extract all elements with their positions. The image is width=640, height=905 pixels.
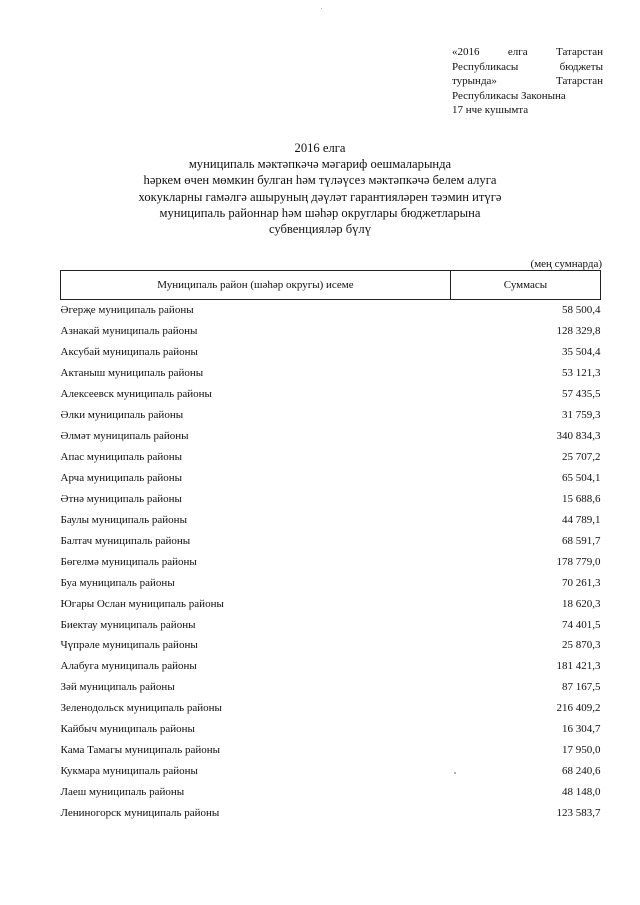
- document-title: [0, 140, 640, 237]
- district-sum: 57 435,5: [562, 388, 601, 401]
- district-sum: 15 688,6: [562, 492, 601, 505]
- table-row: [61, 761, 601, 782]
- district-sum: 340 834,3: [556, 430, 601, 443]
- district-name: Баулы муниципаль районы: [60, 513, 187, 526]
- table-row: [61, 405, 601, 426]
- title-line: һәркем өчен мөмкин булган һәм түләүсез мәктәпкәчә белем алуга: [143, 173, 497, 188]
- table-body: [61, 300, 601, 824]
- table-row: [61, 614, 601, 635]
- table-row: [61, 384, 601, 405]
- district-sum: 87 167,5: [562, 681, 601, 694]
- district-sum: 216 409,2: [556, 702, 601, 715]
- table-row: [61, 656, 601, 677]
- district-sum: 53 121,3: [562, 367, 601, 380]
- district-name: Кайбыч муниципаль районы: [60, 723, 195, 736]
- table-row: [61, 488, 601, 509]
- column-header-sum: Суммасы: [450, 271, 600, 300]
- table-row: [61, 509, 601, 530]
- district-name: Лениногорск муниципаль районы: [60, 806, 220, 819]
- annex-word: бюджеты: [559, 60, 603, 73]
- annex-note: [452, 45, 603, 118]
- table-row: [61, 635, 601, 656]
- district-sum: 25 707,2: [562, 451, 601, 464]
- title-line: муниципаль мәктәпкәчә мәгариф оешмаларында: [188, 157, 452, 172]
- district-name: Әтнә муниципаль районы: [60, 492, 182, 505]
- scan-speck: [321, 8, 322, 9]
- annex-line-1: [452, 45, 603, 60]
- district-sum: 181 421,3: [556, 660, 601, 673]
- district-name: Буа муниципаль районы: [60, 576, 175, 589]
- annex-word: Татарстан: [556, 46, 603, 58]
- district-sum: 58 500,4: [562, 304, 601, 317]
- district-sum: 16 304,7: [562, 723, 601, 736]
- district-name: Кама Тамагы муниципаль районы: [60, 744, 221, 757]
- table-row: [61, 593, 601, 614]
- district-sum: 68 240,6: [562, 765, 601, 778]
- district-name: Лаеш муниципаль районы: [60, 786, 185, 799]
- district-name: Кукмара муниципаль районы: [60, 765, 198, 778]
- district-name: Әлки муниципаль районы: [60, 409, 184, 422]
- district-sum: 25 870,3: [562, 639, 601, 652]
- table-row: [61, 719, 601, 740]
- district-sum: 128 329,8: [556, 325, 601, 338]
- table-header-row: [61, 271, 601, 300]
- annex-line-3: [452, 74, 603, 89]
- subvention-table: [60, 270, 601, 823]
- district-name: Югары Ослан муниципаль районы: [60, 597, 224, 610]
- district-sum: 31 759,3: [562, 409, 601, 422]
- table-row: [61, 363, 601, 384]
- title-line: субвенцияләр бүлү: [268, 222, 372, 237]
- table-row: [61, 740, 601, 761]
- annex-line-5: 17 нче кушымта: [452, 104, 529, 116]
- district-sum: 74 401,5: [562, 618, 601, 631]
- district-sum: 65 504,1: [562, 471, 601, 484]
- annex-word: Татарстан: [556, 75, 603, 87]
- district-name: Чүпрәле муниципаль районы: [60, 639, 198, 652]
- title-line: 2016 елга: [294, 141, 346, 155]
- table-row: [61, 698, 601, 719]
- annex-word: «2016: [452, 46, 480, 58]
- district-name: Зәй муниципаль районы: [60, 681, 175, 694]
- district-name: Апас муниципаль районы: [60, 451, 183, 464]
- annex-word: турында»: [452, 75, 497, 87]
- annex-line-4: Республикасы Законына: [452, 89, 566, 102]
- table-row: [61, 782, 601, 803]
- district-sum: 17 950,0: [562, 744, 601, 757]
- title-line: хокукларны гамәлгә ашыруның дәүләт гарантияләрен тәэмин итүгә: [138, 189, 502, 204]
- table-row: [61, 677, 601, 698]
- district-name: Бөгелмә муниципаль районы: [60, 555, 197, 568]
- table-row: [61, 551, 601, 572]
- district-sum: 178 779,0: [556, 555, 601, 568]
- district-name: Аксубай муниципаль районы: [60, 346, 198, 359]
- table-row: [61, 300, 601, 321]
- district-sum: 68 591,7: [562, 534, 601, 547]
- table-row: [61, 426, 601, 447]
- district-sum: 44 789,1: [562, 513, 601, 526]
- scan-speck: [454, 772, 456, 774]
- district-sum: 35 504,4: [562, 346, 601, 359]
- district-name: Биектау муниципаль районы: [60, 618, 196, 631]
- district-name: Әлмәт муниципаль районы: [60, 430, 189, 443]
- district-sum: 70 261,3: [562, 576, 601, 589]
- annex-word: елга: [507, 46, 528, 58]
- district-name: Актаныш муниципаль районы: [60, 367, 204, 380]
- table-row: [61, 342, 601, 363]
- title-line: муниципаль районнар һәм шәһәр округлары бюджетларына: [159, 205, 481, 220]
- annex-line-2: [452, 60, 603, 75]
- table-row: [61, 530, 601, 551]
- district-sum: 123 583,7: [556, 806, 601, 819]
- table-row: [61, 321, 601, 342]
- district-name: Азнакай муниципаль районы: [60, 325, 198, 338]
- district-name: Алабуга муниципаль районы: [60, 660, 197, 673]
- table-row: [61, 447, 601, 468]
- table-row: [61, 803, 601, 824]
- annex-word: Республикасы: [452, 60, 519, 73]
- table-row: [61, 572, 601, 593]
- district-name: Әгерҗе муниципаль районы: [60, 304, 194, 317]
- district-name: Зеленодольск муниципаль районы: [60, 702, 222, 715]
- units-note: (мең сумнарда): [530, 258, 602, 270]
- district-sum: 48 148,0: [562, 786, 601, 799]
- column-header-name: Муниципаль район (шәһәр округы) исеме: [61, 271, 451, 300]
- district-name: Арча муниципаль районы: [60, 471, 183, 484]
- district-name: Балтач муниципаль районы: [60, 534, 191, 547]
- table-row: [61, 468, 601, 489]
- district-name: Алексеевск муниципаль районы: [60, 388, 212, 401]
- district-sum: 18 620,3: [562, 597, 601, 610]
